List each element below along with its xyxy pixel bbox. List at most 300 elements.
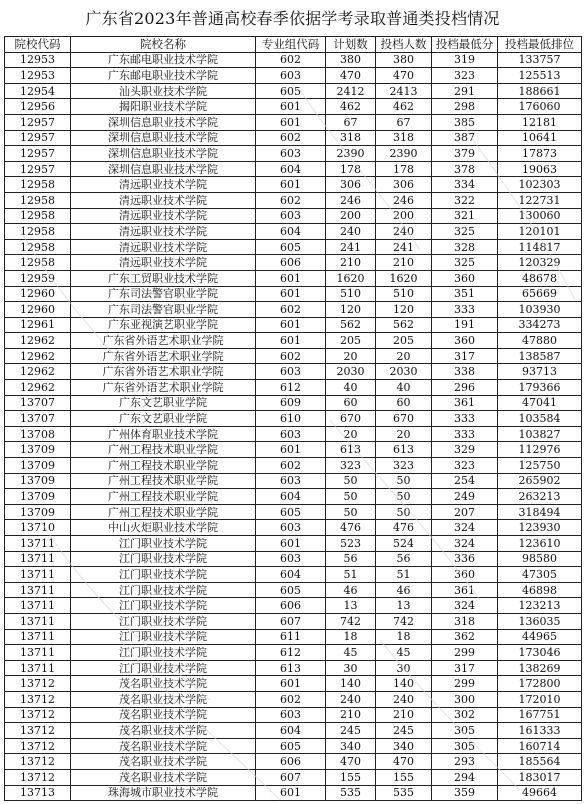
cell-group-code: 602 xyxy=(256,52,326,68)
cell-school-name: 江门职业技术学院 xyxy=(71,660,256,676)
cell-school-name: 清远职业技术学院 xyxy=(71,177,256,193)
table-row xyxy=(5,769,582,785)
cell-admitted-count: 524 xyxy=(376,536,432,552)
cell-min-score: 325 xyxy=(432,224,498,240)
cell-min-score: 359 xyxy=(432,785,498,801)
cell-school-code: 13711 xyxy=(5,660,71,676)
header-row xyxy=(5,37,582,53)
cell-school-code: 12958 xyxy=(5,177,71,193)
cell-school-name: 江门职业技术学院 xyxy=(71,551,256,567)
cell-school-name: 清远职业技术学院 xyxy=(71,255,256,271)
cell-min-rank: 47880 xyxy=(498,333,582,349)
cell-min-score: 319 xyxy=(432,52,498,68)
cell-min-rank: 172800 xyxy=(498,676,582,692)
cell-school-name: 江门职业技术学院 xyxy=(71,613,256,629)
cell-school-name: 茂名职业技术学院 xyxy=(71,723,256,739)
cell-school-name: 广东省外语艺术职业学院 xyxy=(71,364,256,380)
cell-min-score: 305 xyxy=(432,738,498,754)
cell-admitted-count: 155 xyxy=(376,769,432,785)
cell-plan-count: 50 xyxy=(326,489,376,505)
cell-plan-count: 240 xyxy=(326,691,376,707)
cell-min-score: 296 xyxy=(432,380,498,396)
cell-plan-count: 13 xyxy=(326,598,376,614)
cell-admitted-count: 120 xyxy=(376,302,432,318)
table-row xyxy=(5,458,582,474)
cell-admitted-count: 210 xyxy=(376,255,432,271)
table-row xyxy=(5,146,582,162)
cell-min-rank: 265902 xyxy=(498,473,582,489)
cell-school-name: 茂名职业技术学院 xyxy=(71,754,256,770)
cell-plan-count: 56 xyxy=(326,551,376,567)
cell-admitted-count: 20 xyxy=(376,426,432,442)
cell-admitted-count: 51 xyxy=(376,567,432,583)
cell-group-code: 604 xyxy=(256,224,326,240)
table-row xyxy=(5,130,582,146)
cell-school-code: 12953 xyxy=(5,68,71,84)
cell-min-score: 378 xyxy=(432,161,498,177)
cell-plan-count: 50 xyxy=(326,504,376,520)
cell-school-name: 广东司法警官职业学院 xyxy=(71,302,256,318)
cell-school-code: 12958 xyxy=(5,208,71,224)
table-row xyxy=(5,738,582,754)
cell-group-code: 602 xyxy=(256,458,326,474)
cell-school-code: 13709 xyxy=(5,458,71,474)
cell-min-score: 362 xyxy=(432,629,498,645)
cell-min-rank: 122731 xyxy=(498,192,582,208)
cell-min-score: 336 xyxy=(432,551,498,567)
table-row xyxy=(5,504,582,520)
cell-school-code: 13711 xyxy=(5,613,71,629)
cell-school-code: 13711 xyxy=(5,598,71,614)
table-row xyxy=(5,286,582,302)
cell-school-name: 广州工程技术职业学院 xyxy=(71,504,256,520)
cell-group-code: 609 xyxy=(256,395,326,411)
cell-school-name: 广东工贸职业技术学院 xyxy=(71,270,256,286)
cell-school-code: 13711 xyxy=(5,582,71,598)
cell-admitted-count: 46 xyxy=(376,582,432,598)
cell-min-rank: 138269 xyxy=(498,660,582,676)
cell-admitted-count: 306 xyxy=(376,177,432,193)
cell-min-score: 387 xyxy=(432,130,498,146)
cell-school-name: 江门职业技术学院 xyxy=(71,582,256,598)
table-row xyxy=(5,707,582,723)
cell-school-code: 12957 xyxy=(5,146,71,162)
cell-min-score: 329 xyxy=(432,442,498,458)
cell-group-code: 602 xyxy=(256,130,326,146)
cell-min-score: 293 xyxy=(432,754,498,770)
cell-admitted-count: 50 xyxy=(376,504,432,520)
table-row xyxy=(5,613,582,629)
page-title: 广东省2023年普通高校春季依据学考录取普通类投档情况 xyxy=(85,9,500,28)
cell-min-rank: 123930 xyxy=(498,520,582,536)
cell-plan-count: 60 xyxy=(326,395,376,411)
cell-plan-count: 210 xyxy=(326,707,376,723)
cell-school-name: 江门职业技术学院 xyxy=(71,598,256,614)
table-row xyxy=(5,691,582,707)
cell-group-code: 604 xyxy=(256,567,326,583)
cell-min-rank: 176060 xyxy=(498,99,582,115)
cell-admitted-count: 535 xyxy=(376,785,432,801)
cell-min-rank: 114817 xyxy=(498,239,582,255)
cell-group-code: 601 xyxy=(256,286,326,302)
cell-admitted-count: 380 xyxy=(376,52,432,68)
cell-group-code: 601 xyxy=(256,785,326,801)
cell-min-rank: 318494 xyxy=(498,504,582,520)
cell-school-code: 12954 xyxy=(5,83,71,99)
cell-admitted-count: 318 xyxy=(376,130,432,146)
cell-min-score: 294 xyxy=(432,769,498,785)
cell-school-name: 广州体育职业技术学院 xyxy=(71,426,256,442)
cell-school-code: 12960 xyxy=(5,302,71,318)
cell-school-name: 广州工程技术职业学院 xyxy=(71,458,256,474)
table-row xyxy=(5,224,582,240)
cell-min-score: 322 xyxy=(432,192,498,208)
cell-min-rank: 183017 xyxy=(498,769,582,785)
cell-plan-count: 340 xyxy=(326,738,376,754)
table-row xyxy=(5,629,582,645)
cell-min-rank: 167751 xyxy=(498,707,582,723)
cell-plan-count: 2390 xyxy=(326,146,376,162)
cell-min-score: 325 xyxy=(432,255,498,271)
cell-group-code: 610 xyxy=(256,411,326,427)
cell-school-name: 茂名职业技术学院 xyxy=(71,691,256,707)
cell-school-name: 汕头职业技术学院 xyxy=(71,83,256,99)
cell-group-code: 603 xyxy=(256,551,326,567)
cell-school-code: 13708 xyxy=(5,426,71,442)
cell-plan-count: 67 xyxy=(326,114,376,130)
cell-group-code: 601 xyxy=(256,676,326,692)
cell-min-score: 338 xyxy=(432,364,498,380)
table-row xyxy=(5,520,582,536)
cell-school-code: 12956 xyxy=(5,99,71,115)
cell-min-rank: 123213 xyxy=(498,598,582,614)
table-row xyxy=(5,411,582,427)
cell-min-rank: 102303 xyxy=(498,177,582,193)
cell-school-name: 江门职业技术学院 xyxy=(71,629,256,645)
cell-school-code: 12962 xyxy=(5,333,71,349)
cell-school-name: 清远职业技术学院 xyxy=(71,239,256,255)
cell-school-code: 13712 xyxy=(5,707,71,723)
cell-group-code: 604 xyxy=(256,161,326,177)
cell-min-score: 318 xyxy=(432,613,498,629)
cell-school-code: 13709 xyxy=(5,504,71,520)
cell-group-code: 604 xyxy=(256,489,326,505)
cell-min-rank: 185564 xyxy=(498,754,582,770)
table-row xyxy=(5,380,582,396)
cell-group-code: 606 xyxy=(256,255,326,271)
cell-plan-count: 2030 xyxy=(326,364,376,380)
cell-group-code: 603 xyxy=(256,208,326,224)
cell-admitted-count: 462 xyxy=(376,99,432,115)
cell-plan-count: 210 xyxy=(326,255,376,271)
cell-min-score: 333 xyxy=(432,426,498,442)
cell-min-score: 333 xyxy=(432,302,498,318)
cell-group-code: 601 xyxy=(256,114,326,130)
cell-group-code: 606 xyxy=(256,598,326,614)
cell-plan-count: 470 xyxy=(326,68,376,84)
cell-school-code: 12957 xyxy=(5,161,71,177)
cell-school-code: 12957 xyxy=(5,114,71,130)
cell-school-name: 茂名职业技术学院 xyxy=(71,707,256,723)
cell-plan-count: 20 xyxy=(326,348,376,364)
cell-plan-count: 306 xyxy=(326,177,376,193)
cell-admitted-count: 476 xyxy=(376,520,432,536)
table-row xyxy=(5,426,582,442)
cell-plan-count: 240 xyxy=(326,224,376,240)
table-row xyxy=(5,68,582,84)
table-row xyxy=(5,645,582,661)
cell-min-score: 254 xyxy=(432,473,498,489)
table-row xyxy=(5,567,582,583)
cell-admitted-count: 50 xyxy=(376,473,432,489)
cell-min-rank: 130060 xyxy=(498,208,582,224)
cell-school-name: 珠海城市职业技术学院 xyxy=(71,785,256,801)
cell-plan-count: 30 xyxy=(326,660,376,676)
cell-school-name: 广东省外语艺术职业学院 xyxy=(71,380,256,396)
cell-plan-count: 46 xyxy=(326,582,376,598)
cell-plan-count: 1620 xyxy=(326,270,376,286)
cell-plan-count: 2412 xyxy=(326,83,376,99)
cell-min-rank: 188661 xyxy=(498,83,582,99)
cell-school-code: 13709 xyxy=(5,489,71,505)
cell-min-rank: 179366 xyxy=(498,380,582,396)
admissions-table xyxy=(4,36,582,801)
cell-min-score: 299 xyxy=(432,645,498,661)
header-group-code: 专业组代码 xyxy=(256,37,326,53)
cell-min-rank: 263213 xyxy=(498,489,582,505)
cell-plan-count: 51 xyxy=(326,567,376,583)
cell-admitted-count: 50 xyxy=(376,489,432,505)
cell-plan-count: 245 xyxy=(326,723,376,739)
cell-plan-count: 523 xyxy=(326,536,376,552)
cell-min-rank: 47305 xyxy=(498,567,582,583)
table-row xyxy=(5,177,582,193)
cell-min-rank: 125750 xyxy=(498,458,582,474)
cell-school-code: 13711 xyxy=(5,629,71,645)
cell-min-rank: 136035 xyxy=(498,613,582,629)
cell-group-code: 603 xyxy=(256,146,326,162)
header-admitted-count: 投档人数 xyxy=(376,37,432,53)
cell-school-name: 江门职业技术学院 xyxy=(71,567,256,583)
cell-admitted-count: 210 xyxy=(376,707,432,723)
cell-school-code: 13712 xyxy=(5,723,71,739)
cell-min-score: 351 xyxy=(432,286,498,302)
table-row xyxy=(5,52,582,68)
cell-min-score: 361 xyxy=(432,395,498,411)
cell-school-name: 深圳信息职业技术学院 xyxy=(71,161,256,177)
cell-school-name: 深圳信息职业技术学院 xyxy=(71,146,256,162)
cell-group-code: 601 xyxy=(256,99,326,115)
cell-school-code: 12962 xyxy=(5,348,71,364)
cell-group-code: 605 xyxy=(256,504,326,520)
cell-min-rank: 98580 xyxy=(498,551,582,567)
cell-plan-count: 670 xyxy=(326,411,376,427)
cell-min-score: 191 xyxy=(432,317,498,333)
cell-min-score: 321 xyxy=(432,208,498,224)
cell-admitted-count: 742 xyxy=(376,613,432,629)
table-row xyxy=(5,333,582,349)
header-min-score: 投档最低分 xyxy=(432,37,498,53)
cell-school-name: 广东文艺职业学院 xyxy=(71,395,256,411)
cell-school-name: 广东邮电职业技术学院 xyxy=(71,68,256,84)
table-row xyxy=(5,114,582,130)
cell-school-code: 12958 xyxy=(5,224,71,240)
cell-min-score: 360 xyxy=(432,567,498,583)
cell-min-score: 317 xyxy=(432,660,498,676)
table-row xyxy=(5,536,582,552)
cell-min-rank: 10641 xyxy=(498,130,582,146)
table-row xyxy=(5,83,582,99)
cell-group-code: 602 xyxy=(256,691,326,707)
cell-school-code: 13707 xyxy=(5,411,71,427)
cell-group-code: 611 xyxy=(256,629,326,645)
cell-group-code: 607 xyxy=(256,613,326,629)
cell-school-code: 13707 xyxy=(5,395,71,411)
table-row xyxy=(5,270,582,286)
cell-plan-count: 323 xyxy=(326,458,376,474)
cell-admitted-count: 56 xyxy=(376,551,432,567)
cell-school-code: 12961 xyxy=(5,317,71,333)
cell-min-rank: 161333 xyxy=(498,723,582,739)
cell-plan-count: 178 xyxy=(326,161,376,177)
cell-school-code: 13712 xyxy=(5,691,71,707)
cell-school-code: 12958 xyxy=(5,192,71,208)
cell-group-code: 601 xyxy=(256,177,326,193)
cell-admitted-count: 2390 xyxy=(376,146,432,162)
table-row xyxy=(5,582,582,598)
cell-min-score: 361 xyxy=(432,582,498,598)
cell-school-name: 广州工程技术职业学院 xyxy=(71,473,256,489)
cell-plan-count: 613 xyxy=(326,442,376,458)
cell-group-code: 602 xyxy=(256,192,326,208)
cell-school-code: 13711 xyxy=(5,645,71,661)
cell-admitted-count: 178 xyxy=(376,161,432,177)
cell-school-code: 13709 xyxy=(5,473,71,489)
cell-min-score: 249 xyxy=(432,489,498,505)
cell-admitted-count: 510 xyxy=(376,286,432,302)
table-row xyxy=(5,255,582,271)
cell-school-code: 12962 xyxy=(5,364,71,380)
cell-school-name: 深圳信息职业技术学院 xyxy=(71,130,256,146)
table-row xyxy=(5,551,582,567)
cell-group-code: 601 xyxy=(256,333,326,349)
cell-school-code: 13713 xyxy=(5,785,71,801)
cell-plan-count: 50 xyxy=(326,473,376,489)
cell-min-score: 385 xyxy=(432,114,498,130)
cell-group-code: 603 xyxy=(256,473,326,489)
cell-school-code: 13709 xyxy=(5,442,71,458)
cell-min-score: 328 xyxy=(432,239,498,255)
cell-group-code: 605 xyxy=(256,582,326,598)
table-row xyxy=(5,660,582,676)
cell-plan-count: 510 xyxy=(326,286,376,302)
table-row xyxy=(5,676,582,692)
cell-min-rank: 133757 xyxy=(498,52,582,68)
cell-min-score: 323 xyxy=(432,68,498,84)
cell-min-rank: 19063 xyxy=(498,161,582,177)
cell-school-code: 12959 xyxy=(5,270,71,286)
cell-school-name: 中山火炬职业技术学院 xyxy=(71,520,256,536)
cell-plan-count: 40 xyxy=(326,380,376,396)
cell-group-code: 602 xyxy=(256,348,326,364)
table-body xyxy=(5,52,582,801)
cell-admitted-count: 241 xyxy=(376,239,432,255)
table-row xyxy=(5,723,582,739)
cell-plan-count: 246 xyxy=(326,192,376,208)
cell-plan-count: 20 xyxy=(326,426,376,442)
table-row xyxy=(5,489,582,505)
cell-school-code: 13711 xyxy=(5,551,71,567)
cell-school-name: 茂名职业技术学院 xyxy=(71,769,256,785)
cell-school-code: 13712 xyxy=(5,738,71,754)
cell-plan-count: 470 xyxy=(326,754,376,770)
cell-group-code: 601 xyxy=(256,442,326,458)
cell-min-rank: 12181 xyxy=(498,114,582,130)
cell-min-score: 324 xyxy=(432,520,498,536)
cell-school-name: 广州工程技术职业学院 xyxy=(71,442,256,458)
cell-school-name: 广东省外语艺术职业学院 xyxy=(71,348,256,364)
cell-admitted-count: 140 xyxy=(376,676,432,692)
cell-group-code: 603 xyxy=(256,426,326,442)
cell-group-code: 605 xyxy=(256,239,326,255)
cell-min-rank: 123610 xyxy=(498,536,582,552)
table-row xyxy=(5,785,582,801)
cell-school-name: 江门职业技术学院 xyxy=(71,536,256,552)
cell-admitted-count: 200 xyxy=(376,208,432,224)
cell-plan-count: 120 xyxy=(326,302,376,318)
header-min-rank: 投档最低排位 xyxy=(498,37,582,53)
cell-group-code: 603 xyxy=(256,68,326,84)
cell-admitted-count: 340 xyxy=(376,738,432,754)
cell-min-rank: 125513 xyxy=(498,68,582,84)
cell-school-code: 13712 xyxy=(5,769,71,785)
cell-school-name: 广东省外语艺术职业学院 xyxy=(71,333,256,349)
cell-min-rank: 172010 xyxy=(498,691,582,707)
cell-min-score: 333 xyxy=(432,411,498,427)
cell-plan-count: 318 xyxy=(326,130,376,146)
cell-school-name: 深圳信息职业技术学院 xyxy=(71,114,256,130)
cell-min-rank: 103930 xyxy=(498,302,582,318)
cell-school-name: 清远职业技术学院 xyxy=(71,192,256,208)
cell-admitted-count: 13 xyxy=(376,598,432,614)
cell-group-code: 601 xyxy=(256,270,326,286)
cell-school-name: 广东司法警官职业学院 xyxy=(71,286,256,302)
cell-plan-count: 476 xyxy=(326,520,376,536)
cell-school-name: 清远职业技术学院 xyxy=(71,224,256,240)
cell-min-rank: 17873 xyxy=(498,146,582,162)
header-plan-count: 计划数 xyxy=(326,37,376,53)
table-row xyxy=(5,208,582,224)
cell-min-score: 379 xyxy=(432,146,498,162)
cell-min-rank: 46898 xyxy=(498,582,582,598)
cell-min-score: 317 xyxy=(432,348,498,364)
cell-min-rank: 65669 xyxy=(498,286,582,302)
cell-group-code: 612 xyxy=(256,380,326,396)
cell-admitted-count: 2030 xyxy=(376,364,432,380)
table-header xyxy=(5,37,582,53)
cell-min-score: 324 xyxy=(432,536,498,552)
cell-school-code: 12957 xyxy=(5,130,71,146)
cell-group-code: 607 xyxy=(256,769,326,785)
cell-min-score: 207 xyxy=(432,504,498,520)
cell-admitted-count: 562 xyxy=(376,317,432,333)
cell-school-code: 13712 xyxy=(5,754,71,770)
cell-min-rank: 173046 xyxy=(498,645,582,661)
cell-group-code: 603 xyxy=(256,707,326,723)
cell-min-rank: 160714 xyxy=(498,738,582,754)
cell-plan-count: 205 xyxy=(326,333,376,349)
cell-admitted-count: 470 xyxy=(376,68,432,84)
